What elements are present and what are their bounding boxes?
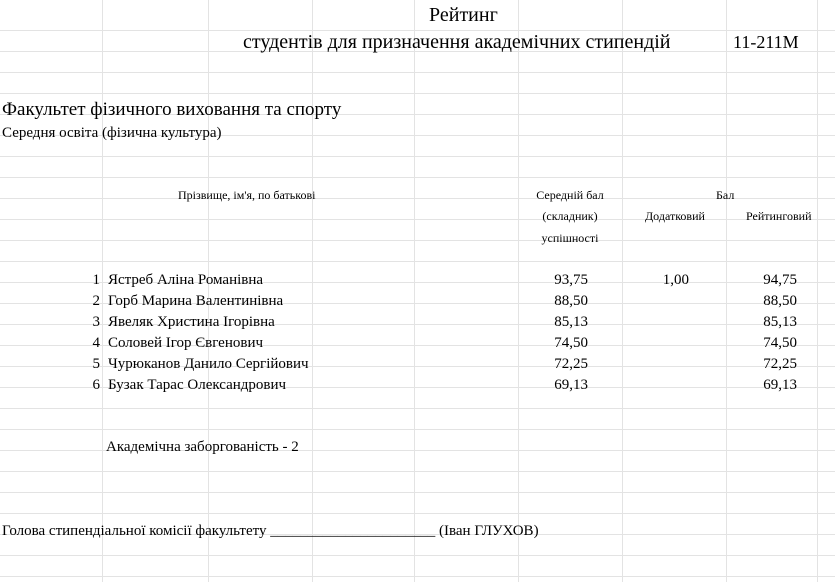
additional-score: 1,00 <box>662 272 689 288</box>
header-avg-line1: Середній бал <box>536 188 604 202</box>
rating-score: 74,50 <box>763 335 797 351</box>
rating-score: 69,13 <box>763 377 797 393</box>
specialty-name: Середня освіта (фізична культура) <box>2 125 222 141</box>
signature-line: Голова стипендіальної комісії факультету ______________________ (Іван ГЛУХОВ) <box>2 523 539 539</box>
student-name: Соловей Ігор Євгенович <box>108 335 264 351</box>
rating-score: 94,75 <box>763 272 797 288</box>
row-number: 4 <box>92 335 100 351</box>
page-title: Рейтинг <box>429 4 498 26</box>
student-name: Явеляк Христина Ігорівна <box>108 314 275 330</box>
rating-score: 85,13 <box>763 314 797 330</box>
page-subtitle: студентів для призначення академічних стипендій <box>243 31 671 53</box>
average-score: 74,50 <box>554 335 588 351</box>
rating-score: 88,50 <box>763 293 797 309</box>
group-code: 11-211М <box>733 32 799 52</box>
rating-score: 72,25 <box>763 356 797 372</box>
header-additional: Додатковий <box>645 209 705 223</box>
average-score: 69,13 <box>554 377 588 393</box>
header-points: Бал <box>716 188 735 202</box>
row-number: 1 <box>92 272 100 288</box>
average-score: 88,50 <box>554 293 588 309</box>
header-avg-line2: (складник) <box>542 209 598 223</box>
academic-debt-note: Академічна заборгованість - 2 <box>106 439 299 455</box>
header-avg-line3: успішності <box>541 231 599 245</box>
row-number: 3 <box>92 314 100 330</box>
row-number: 6 <box>92 377 100 393</box>
average-score: 85,13 <box>554 314 588 330</box>
header-name: Прізвище, ім'я, по батькові <box>178 188 316 202</box>
row-number: 5 <box>92 356 100 372</box>
student-name: Чурюканов Данило Сергійович <box>108 356 309 372</box>
average-score: 93,75 <box>554 272 588 288</box>
student-name: Ястреб Аліна Романівна <box>108 272 264 288</box>
faculty-name: Факультет фізичного виховання та спорту <box>2 99 342 120</box>
student-name: Бузак Тарас Олександрович <box>108 377 287 393</box>
header-rating: Рейтинговий <box>746 209 812 223</box>
student-name: Горб Марина Валентинівна <box>108 293 284 309</box>
row-number: 2 <box>92 293 100 309</box>
average-score: 72,25 <box>554 356 588 372</box>
